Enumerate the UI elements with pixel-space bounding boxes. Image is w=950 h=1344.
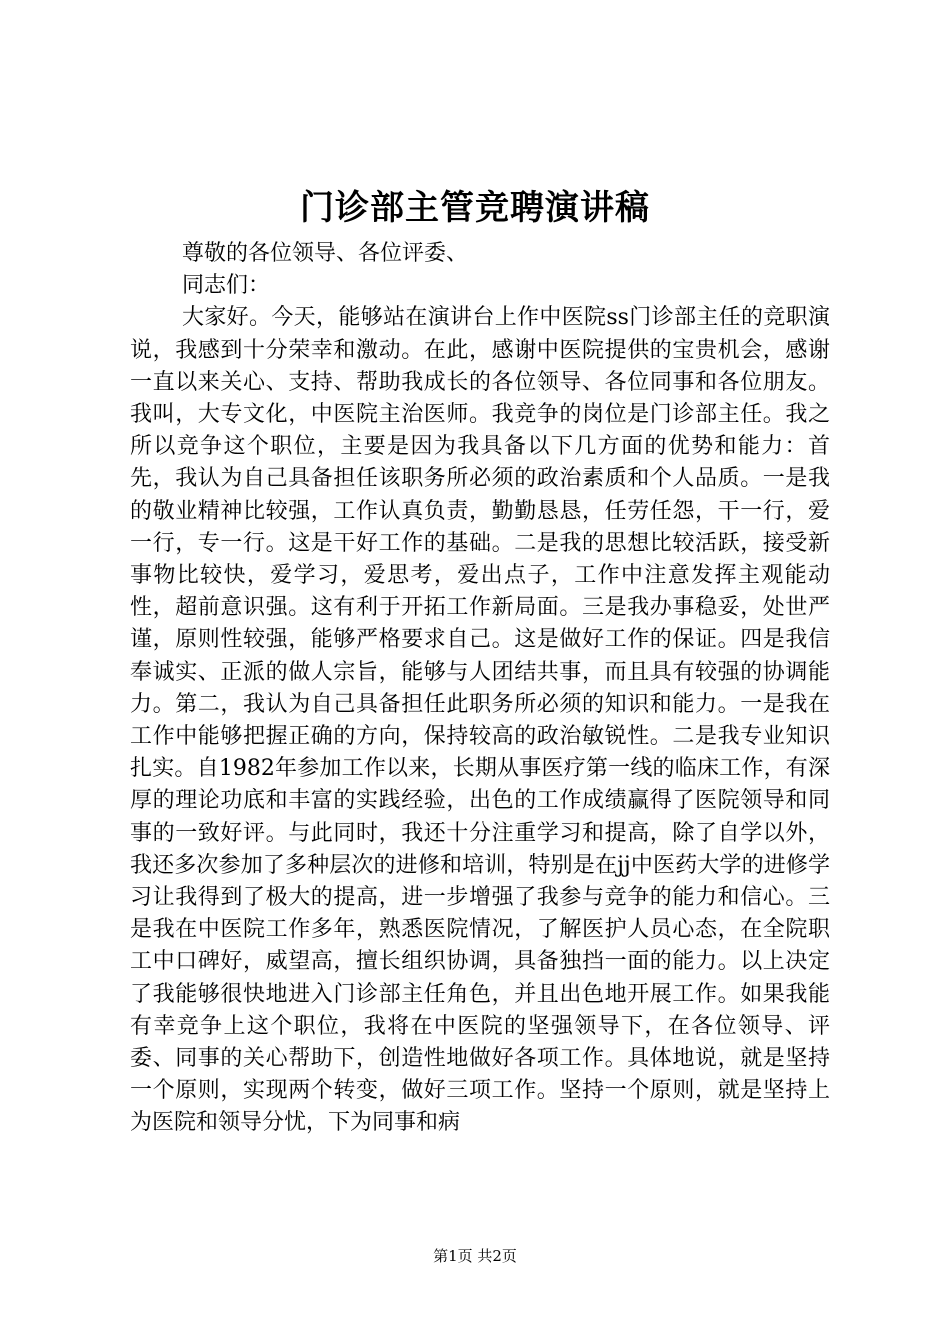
salutation-line-2: 同志们： [182, 273, 271, 299]
body-paragraph: 大家好。今天，能够站在演讲台上作中医院ss门诊部主任的竞职演说，我感到十分荣幸和激动。在此，感谢中医院提供的宝贵机会，感谢一直以来关心、支持、帮助我成长的各位领导、各位同事和各位朋友。我叫，大专文化，中医院主治医师。我竞争的岗位是门诊部主任。我之所以竞争这个职位，主要是因为我具备以下几方面的优势和能力：首先，我认为自己具备担任该职务所必须的政治素质和个人品质。一是我的敬业精神比较强，工作认真负责，勤勤恳恳，任劳任怨，干一行，爱一行，专一行。这是干好工作的基础。二是我的思想比较活跃，接受新事物比较快，爱学习，爱思考，爱出点子，工作中注意发挥主观能动性，超前意识强。这有利于开拓工作新局面。三是我办事稳妥，处世严谨，原则性较强，能够严格要求自己。这是做好工作的保证。四是我信奉诚实、正派的做人宗旨，能够与人团结共事，而且具有较强的协调能力。第二，我认为自己具备担任此职务所必须的知识和能力。一是我在工作中能够把握正确的方向，保持较高的政治敏锐性。二是我专业知识扎实。自1982年参加工作以来，长期从事医疗第一线的临床工作，有深厚的理论功底和丰富的实践经验，出色的工作成绩赢得了医院领导和同事的一致好评。与此同时，我还十分注重学习和提高，除了自学以外，我还多次参加了多种层次的进修和培训，特别是在jj中医药大学的进修学习让我得到了极大的提高，进一步增强了我参与竞争的能力和信心。三是我在中医院工作多年，熟悉医院情况，了解医护人员心态，在全院职工中口碑好，威望高，擅长组织协调，具备独挡一面的能力。以上决定了我能够很快地进入门诊部主任角色，并且出色地开展工作。如果我能有幸竞争上这个职位，我将在中医院的坚强领导下，在各位领导、评委、同事的关心帮助下，创造性地做好各项工作。具体地说，就是坚持一个原则，实现两个转变，做好三项工作。坚持一个原则，就是坚持上为医院和领导分忧，下为同事和病 [130, 305, 830, 1136]
document-title: 门诊部主管竞聘演讲稿 [300, 188, 650, 228]
page-footer: 第1页 共2页 [433, 1247, 517, 1265]
salutation-line-1: 尊敬的各位领导、各位评委、 [182, 241, 469, 266]
document-body [130, 238, 830, 1140]
